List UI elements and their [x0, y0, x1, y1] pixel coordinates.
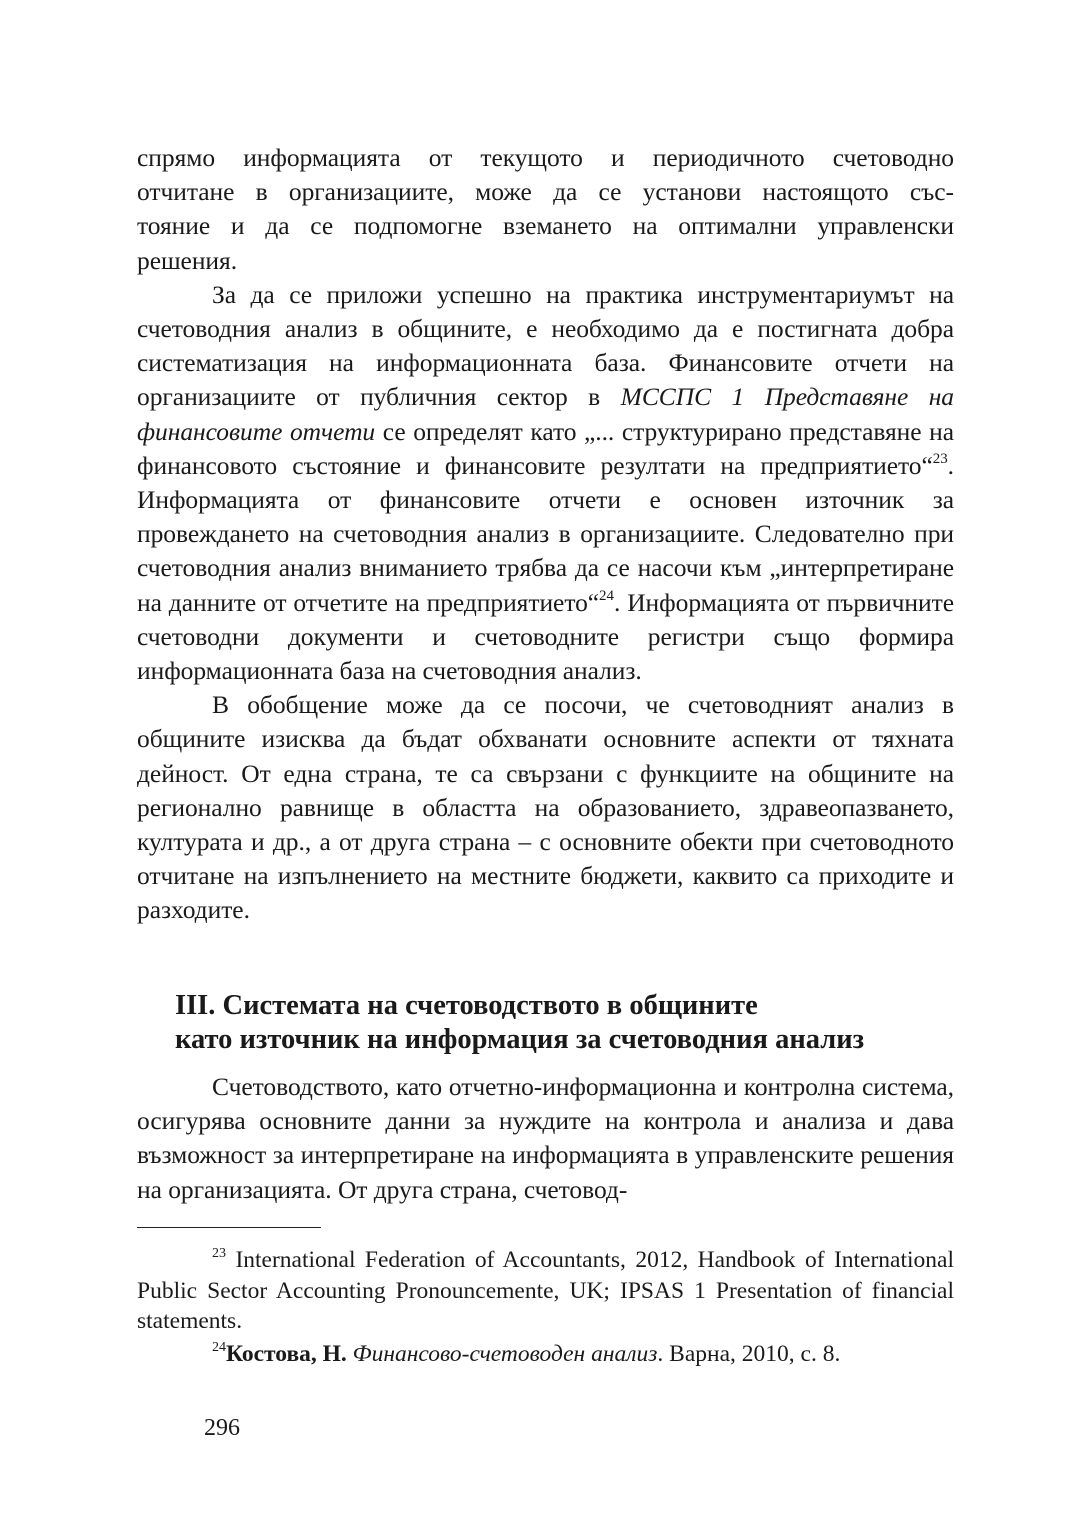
page-number: 296 — [204, 1415, 240, 1441]
footnote-ref-24[interactable]: 24 — [599, 588, 614, 605]
section-heading-line-2: като източник на информация за счетоводния анализ — [175, 1024, 865, 1055]
paragraph-1-line: отчитане в организациите, може да се установи настоящото със- — [137, 177, 954, 207]
standard-title: МССПС 1 Представяне на финансовите отчети — [137, 382, 954, 446]
footnote-number: 24 — [212, 1339, 226, 1355]
paragraph-2-text: . Информацията от финансовите отчети е основен източник за провеждането на счетоводния анализ в организациите. Следователно при счетоводния анализ вниманието трябва да се насочи към „интерпретиране на данните от отчетите на предприятието“ — [137, 450, 954, 617]
paragraph-2-text: За да се приложи успешно на практика инструментариумът на счетоводния анализ в общините, е необходимо да е постигната добра систематизация на информационната база. Финансовите отчети на организациите от публичния сектор в — [137, 279, 954, 412]
footnote-title: Финансово-счетоводен анализ — [352, 1340, 658, 1367]
footnote-divider — [137, 1227, 321, 1228]
paragraph-4: Счетоводството, като отчетно-информационна и контролна система, осигурява основните данни за нуждите на контрола и анализа и дава възможност за интерпретиране на информацията в управленските решения на организацията. От друга страна, счетовод- — [137, 1072, 954, 1204]
paragraph-1 — [137, 141, 954, 278]
paragraph-3: В обобщение може да се посочи, че счетоводният анализ в общините изисква да бъдат обхванати основните аспекти от тяхната дейност. От една страна, те са свързани с функциите на общините на регионално равнище в областта на образованието, здравеопазването, културата и др., а от друга страна – с основните обекти при счетоводното отчитане на изпълнението на местните бюджети, каквито са приходите и разходите. — [137, 690, 954, 925]
section-heading-line-1: III. Системата на счетоводството в общините — [175, 990, 758, 1021]
footnote-23 — [137, 1245, 954, 1337]
paragraph-1-line: спрямо информацията от текущото и периодичното счетоводно — [137, 143, 954, 172]
paragraph-1-line: решения. — [137, 245, 238, 275]
paragraph-2-text: се определят като „... структурирано представяне на финансовото състояние и финансовите резултати на предприятието“ — [137, 416, 955, 480]
main-text — [137, 141, 954, 928]
footnote-author: Костова, Н. — [226, 1340, 347, 1367]
footnotes — [137, 1245, 954, 1369]
section-heading — [137, 989, 954, 1057]
section-text — [137, 1070, 954, 1207]
footnote-number: 23 — [212, 1246, 226, 1262]
footnote-text: International Federation of Accountants, 2012, Handbook of International Public Sector Accounting Pronouncemente, UK; IPSAS 1 Presentation of financial statements. — [137, 1247, 955, 1334]
footnote-24 — [137, 1339, 954, 1370]
paragraph-2 — [137, 278, 954, 688]
footnote-text: . Варна, 2010, с. 8. — [657, 1340, 841, 1367]
paragraph-2-text: . Информацията от първичните счетоводни документи и счетоводните регистри също формира информационната база на счетоводния анализ. — [137, 587, 954, 686]
paragraph-1-line: тояние и да се подпомогне вземането на оптимални управленски — [137, 211, 954, 241]
footnote-ref-23[interactable]: 23 — [932, 451, 948, 468]
